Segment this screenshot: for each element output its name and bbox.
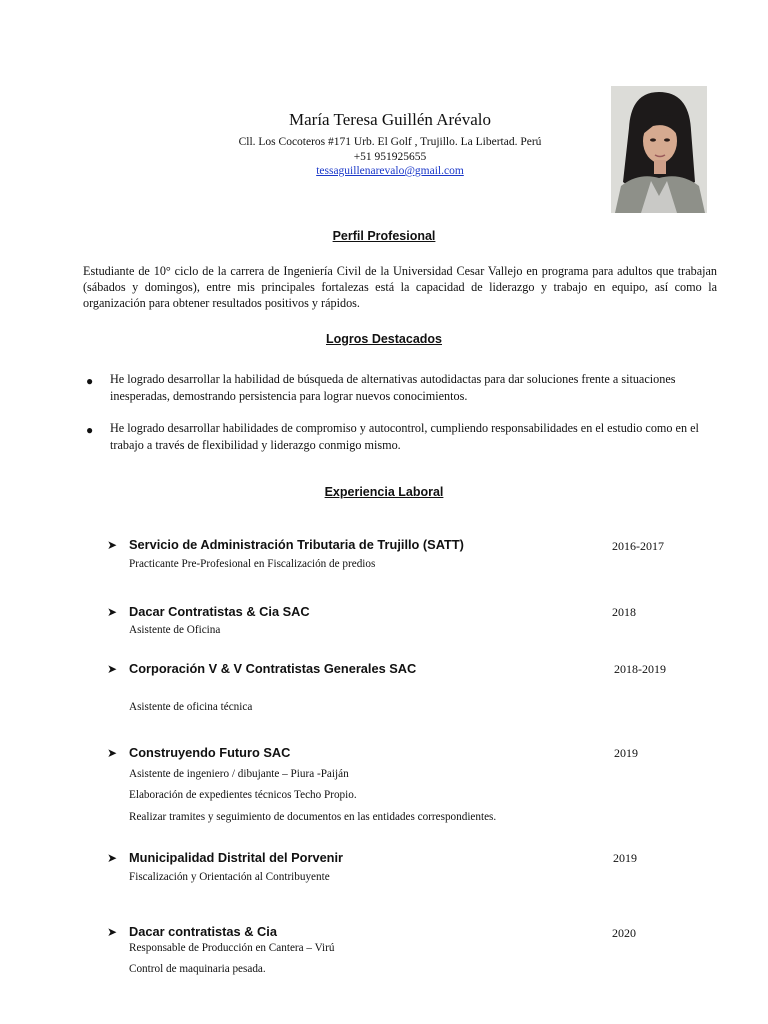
arrow-bullet-icon: ➤ (107, 746, 118, 760)
job-detail: Asistente de Oficina (129, 624, 221, 636)
job-detail: Responsable de Producción en Cantera – Virú (129, 942, 335, 954)
achievement-item: He logrado desarrollar habilidades de compromiso y autocontrol, cumpliendo responsabilidades en el estudio como en el trabajo a través de flexibilidad y liderazgo conmigo mismo. (110, 421, 699, 452)
arrow-bullet-icon: ➤ (107, 925, 118, 939)
profile-text: Estudiante de 10° ciclo de la carrera de Ingeniería Civil de la Universidad Cesar Vallejo en programa para adultos que trabajan (sábados y domingos), entre mis principales fortalezas está la capacidad de liderazgo y trabajo en equipo, así como la organización para obtener resultados positivos y rápidos. (83, 264, 717, 310)
job-company: Servicio de Administración Tributaria de Trujillo (SATT) (129, 537, 464, 552)
arrow-bullet-icon: ➤ (107, 605, 118, 619)
job-detail: Control de maquinaria pesada. (129, 963, 266, 975)
job-detail: Practicante Pre-Profesional en Fiscalización de predios (129, 558, 376, 570)
bullet-icon: ● (86, 374, 94, 388)
address: Cll. Los Cocoteros #171 Urb. El Golf , Trujillo. La Libertad. Perú (238, 136, 542, 148)
candidate-name: María Teresa Guillén Arévalo (289, 110, 491, 129)
section-title-experience: Experiencia Laboral (324, 485, 444, 499)
job-years: 2020 (612, 926, 636, 940)
email-line (200, 164, 580, 179)
job-company: Municipalidad Distrital del Porvenir (129, 850, 344, 865)
achievement-item: He logrado desarrollar la habilidad de búsqueda de alternativas autodidactas para dar soluciones frente a situaciones inesperadas, demostrando persistencia para lograr nuevos conocimientos. (110, 372, 676, 403)
section-title-achievements: Logros Destacados (325, 332, 442, 346)
job-detail: Asistente de ingeniero / dibujante – Piura -Paiján (129, 768, 349, 780)
job-years: 2018-2019 (614, 662, 666, 676)
phone: +51 951925655 (353, 151, 427, 163)
email-link[interactable]: tessaguillenarevalo@gmail.com (316, 165, 464, 177)
arrow-bullet-icon: ➤ (107, 662, 118, 676)
job-detail: Realizar tramites y seguimiento de documentos en las entidades correspondientes. (129, 811, 497, 823)
section-title-profile: Perfil Profesional (332, 229, 436, 243)
arrow-bullet-icon: ➤ (107, 851, 118, 865)
job-company: Corporación V & V Contratistas Generales SAC (129, 661, 417, 676)
bullet-icon: ● (86, 423, 94, 437)
job-company: Dacar Contratistas & Cia SAC (129, 604, 310, 619)
arrow-bullet-icon: ➤ (107, 538, 118, 552)
job-years: 2016-2017 (612, 539, 664, 553)
job-detail: Elaboración de expedientes técnicos Techo Propio. (129, 789, 357, 801)
job-detail: Asistente de oficina técnica (129, 701, 253, 713)
profile-photo (611, 86, 707, 213)
job-company: Dacar contratistas & Cia (129, 924, 277, 939)
job-detail: Fiscalización y Orientación al Contribuyente (129, 871, 330, 883)
job-years: 2019 (614, 746, 638, 760)
portrait-image (611, 86, 707, 213)
job-years: 2019 (613, 851, 637, 865)
job-years: 2018 (612, 605, 636, 619)
job-company: Construyendo Futuro SAC (129, 745, 291, 760)
